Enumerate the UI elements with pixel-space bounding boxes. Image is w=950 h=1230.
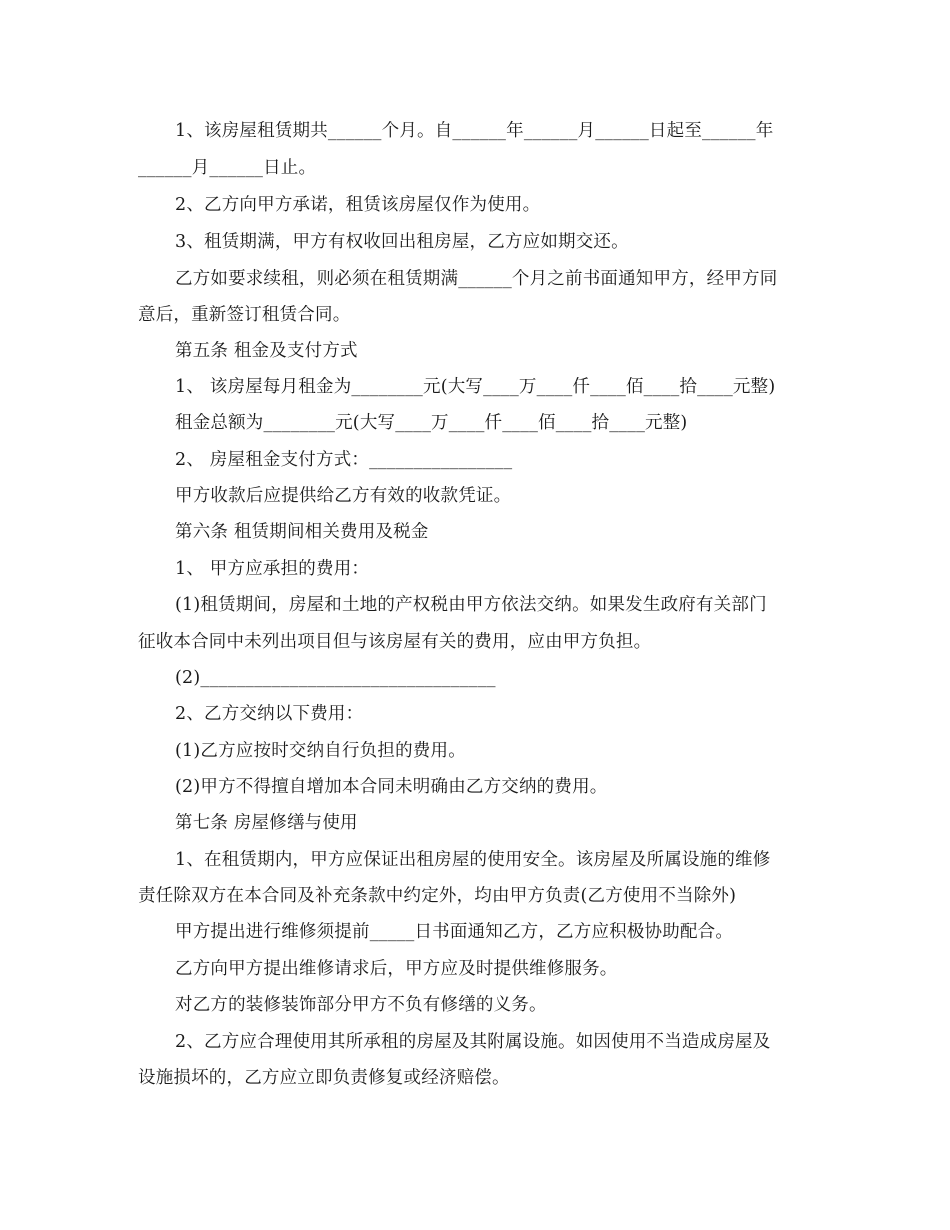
text-line: 租金总额为________元(大写____万____仟____佰____拾____元整) [175, 413, 688, 433]
text-line: 1、该房屋租赁期共______个月。自______年______月______日起至______年 [175, 121, 774, 141]
text-line: (2)_________________________________ [175, 668, 496, 688]
text-line: 甲方提出进行维修须提前_____日书面通知乙方，乙方应积极协助配合。 [175, 922, 734, 942]
section-heading: 第六条 租赁期间相关费用及税金 [175, 522, 429, 542]
text-line: ______月______日止。 [138, 158, 317, 178]
text-line: 2、乙方交纳以下费用： [175, 704, 364, 724]
section-heading: 第七条 房屋修缮与使用 [175, 813, 358, 833]
section-heading: 第五条 租金及支付方式 [175, 341, 358, 361]
text-line: 2、 房屋租金支付方式：________________ [175, 450, 513, 470]
text-line: 2、乙方向甲方承诺，租赁该房屋仅作为使用。 [175, 195, 541, 215]
text-line: 意后，重新签订租赁合同。 [138, 305, 351, 325]
text-line: 1、在租赁期内，甲方应保证出租房屋的使用安全。该房屋及所属设施的维修 [175, 850, 771, 870]
text-line: 责任除双方在本合同及补充条款中约定外，均由甲方负责(乙方使用不当除外) [138, 886, 737, 906]
text-line: 2、乙方应合理使用其所承租的房屋及其附属设施。如因使用不当造成房屋及 [175, 1032, 771, 1052]
text-line: 1、 该房屋每月租金为________元(大写____万____仟____佰____拾____元整) [175, 377, 776, 397]
text-line: 征收本合同中未列出项目但与该房屋有关的费用，应由甲方负担。 [138, 632, 652, 652]
text-line: (1)租赁期间，房屋和土地的产权税由甲方依法交纳。如果发生政府有关部门 [175, 595, 767, 615]
text-line: 设施损坏的，乙方应立即负责修复或经济赔偿。 [138, 1068, 510, 1088]
text-line: 对乙方的装修装饰部分甲方不负有修缮的义务。 [175, 995, 547, 1015]
text-line: (2)甲方不得擅自增加本合同未明确由乙方交纳的费用。 [175, 777, 608, 797]
text-line: 甲方收款后应提供给乙方有效的收款凭证。 [175, 486, 512, 506]
text-line: (1)乙方应按时交纳自行负担的费用。 [175, 741, 466, 761]
text-line: 3、租赁期满，甲方有权收回出租房屋，乙方应如期交还。 [175, 232, 629, 252]
text-line: 乙方如要求续租，则必须在租赁期满______个月之前书面通知甲方，经甲方同 [175, 269, 778, 289]
text-line: 1、 甲方应承担的费用： [175, 559, 370, 579]
text-line: 乙方向甲方提出维修请求后，甲方应及时提供维修服务。 [175, 959, 618, 979]
